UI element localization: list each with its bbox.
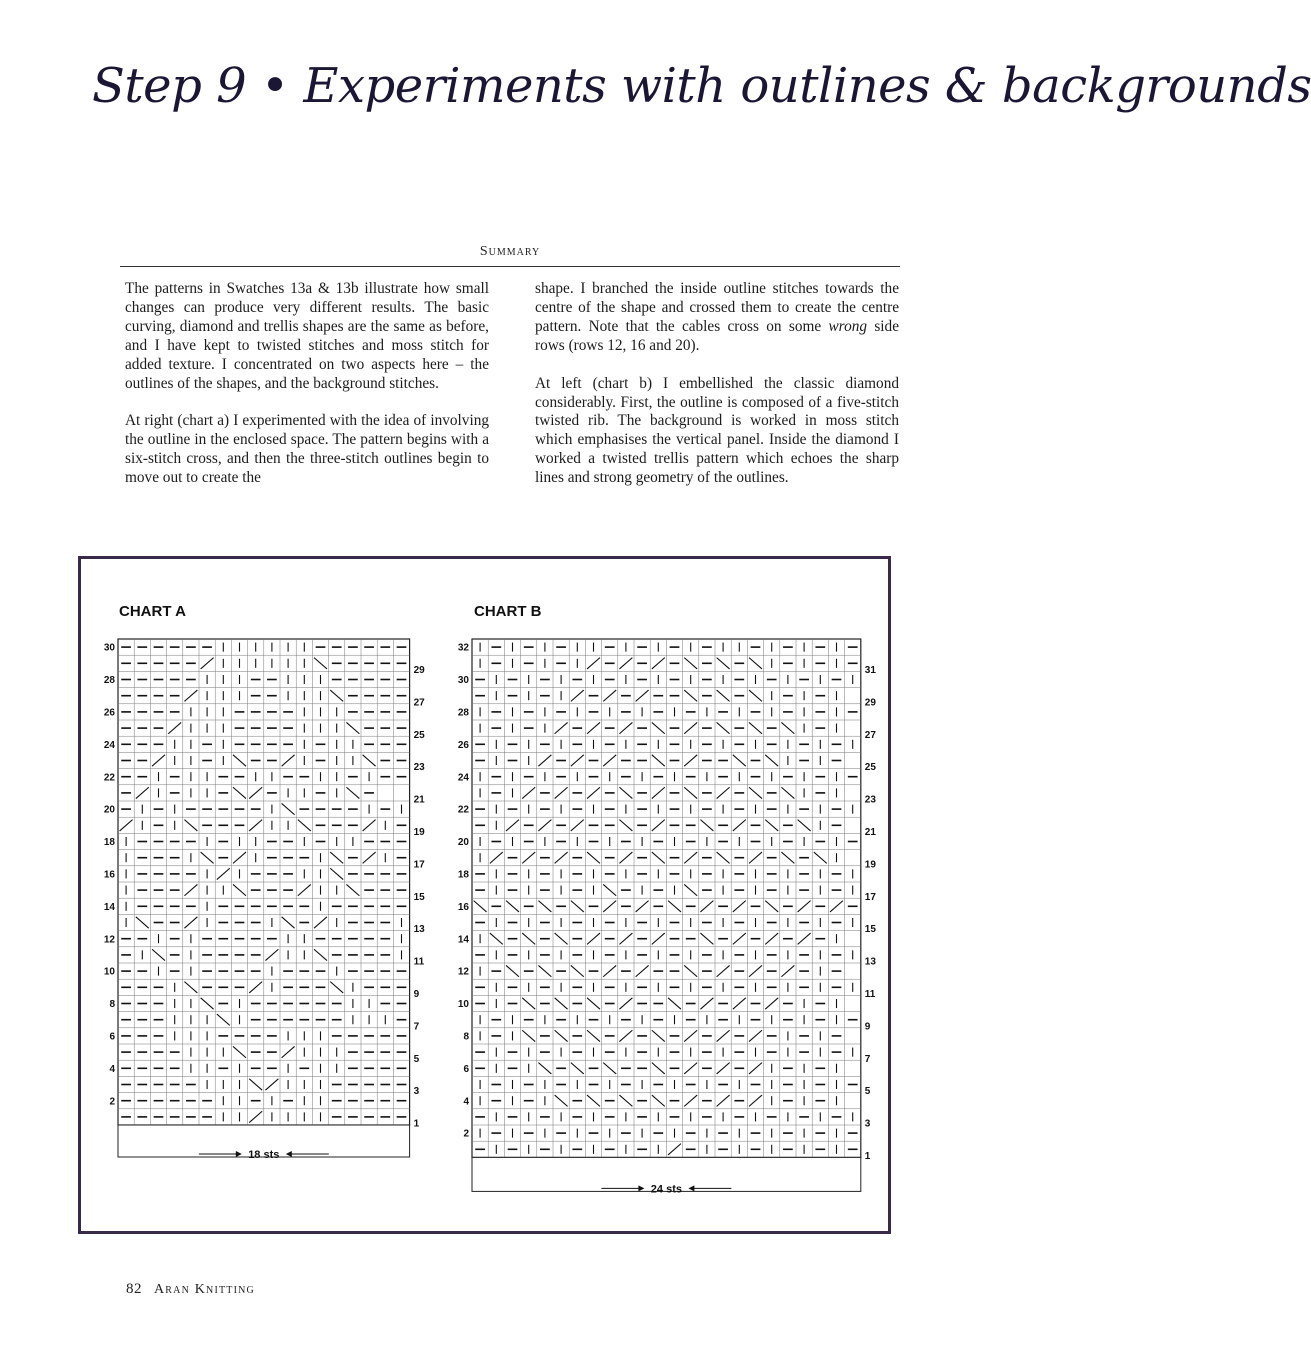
chart-b-row-number-left: 10: [457, 999, 469, 1011]
chart-b-row-number-right: 25: [864, 762, 876, 774]
chart-b-row-number-left: 28: [457, 707, 469, 719]
chart-b-row-number-left: 4: [463, 1096, 469, 1108]
chart-a-row-number-right: 21: [413, 794, 425, 806]
page-number: 82: [126, 1281, 142, 1297]
chart-a-row-number-left: 4: [109, 1063, 115, 1075]
page-footer: [126, 1281, 255, 1298]
right-paragraph-1: [535, 280, 899, 356]
chart-b-row-number-left: 22: [457, 804, 469, 816]
chart-b-row-number-right: 21: [864, 827, 876, 839]
chart-b-row-number-right: 27: [864, 729, 876, 741]
chart-a-row-number-left: 26: [103, 707, 115, 719]
chart-a-row-number-left: 18: [103, 837, 115, 849]
chart-a-row-number-left: 16: [103, 869, 115, 881]
chart-b-row-number-right: 11: [864, 989, 876, 1001]
chart-b-row-number-right: 23: [864, 794, 876, 806]
chart-b-row-number-left: 16: [457, 901, 469, 913]
chart-b-row-number-left: 20: [457, 837, 469, 849]
chart-frame: [78, 556, 891, 1234]
chart-b-width-label: 24 sts: [650, 1183, 683, 1196]
book-title: Aran Knitting: [154, 1282, 255, 1297]
chart-b-row-number-right: 7: [864, 1053, 871, 1065]
chart-a-row-number-left: 24: [103, 739, 115, 751]
left-paragraph-2: At right (chart a) I experimented with the idea of involving the outline in the enclosed space. The pattern begins with a six-stitch cross, and then the three-stitch outlines begin to move out to create the: [125, 412, 489, 487]
left-paragraph-1: The patterns in Swatches 13a & 13b illustrate how small changes can produce very different results. The basic curving, diamond and trellis shapes are the same as before, and I have kept to twisted stitches and moss stitch for added texture. I concentrated on two aspects here – the outlines of the shapes, and the background stitches.: [125, 280, 489, 392]
chart-a-row-number-right: 7: [413, 1021, 420, 1033]
chart-b-row-number-right: 17: [864, 891, 876, 903]
chart-a-row-number-left: 20: [103, 804, 115, 816]
chart-a-row-number-right: 13: [413, 924, 425, 936]
chart-b-row-number-right: 13: [864, 956, 876, 968]
summary-rule: [120, 266, 900, 267]
right-paragraph-2: At left (chart b) I embellished the classic diamond considerably. First, the outline is composed of a five-stitch twisted rib. The background is worked in moss stitch which emphasises the vertical panel. Inside the diamond I worked a twisted trellis pattern which echoes the sharp lines and strong geometry of the outlines.: [535, 374, 899, 487]
chart-b-row-number-right: 9: [864, 1021, 871, 1033]
chart-a-row-number-right: 17: [413, 859, 425, 871]
chart-b-row-number-right: 5: [864, 1086, 871, 1098]
chart-a-row-number-right: 29: [413, 665, 425, 677]
chart-a-row-number-right: 23: [413, 762, 425, 774]
chart-b-row-number-right: 29: [864, 697, 876, 709]
chart-a-row-number-right: 19: [413, 827, 425, 839]
chart-a-row-number-right: 1: [413, 1118, 420, 1130]
chart-b-row-number-left: 14: [457, 934, 469, 946]
chart-a-row-number-left: 14: [103, 901, 115, 913]
emphasis-wrong: wrong: [828, 317, 868, 335]
chart-a-row-number-left: 10: [103, 966, 115, 978]
chart-a-row-number-left: 8: [109, 999, 115, 1011]
chart-a-row-number-left: 2: [109, 1096, 115, 1108]
chart-b-row-number-right: 15: [864, 924, 876, 936]
chart-a-row-number-left: 28: [103, 675, 115, 687]
knitting-charts: [81, 559, 888, 1231]
chart-b-row-number-left: 8: [463, 1031, 469, 1043]
chart-b-row-number-left: 12: [457, 966, 469, 978]
right-paragraph-1-end: side rows (rows 12, 16 and 20).: [535, 317, 899, 354]
chart-a-row-number-left: 22: [103, 772, 115, 784]
chart-b-row-number-right: 1: [864, 1151, 871, 1163]
chart-a-row-number-right: 15: [413, 891, 425, 903]
chart-b-row-number-left: 32: [457, 642, 469, 654]
chart-a-row-number-right: 27: [413, 697, 425, 709]
chart-a-row-number-right: 25: [413, 729, 425, 741]
chart-b-row-number-right: 3: [864, 1118, 871, 1130]
chart-a-row-number-left: 6: [109, 1031, 115, 1043]
chart-a-title: CHART A: [119, 603, 186, 620]
chart-a-row-number-right: 5: [413, 1053, 420, 1065]
chart-b-row-number-left: 30: [457, 675, 469, 687]
right-text-column: [535, 280, 899, 507]
page-title: Step 9 • Experiments with outlines & backgrounds: [92, 58, 1311, 114]
chart-a-row-number-left: 12: [103, 934, 115, 946]
chart-b-title: CHART B: [474, 603, 542, 620]
chart-a-row-number-right: 3: [413, 1086, 420, 1098]
right-paragraph-1-start: shape. I branched the inside outline stitches towards the centre of the shape and crossed them to create the centre pattern. Note that the cables cross on some: [535, 280, 899, 335]
chart-b-row-number-left: 18: [457, 869, 469, 881]
chart-b-row-number-left: 24: [457, 772, 469, 784]
chart-a-row-number-right: 9: [413, 989, 420, 1001]
chart-b-row-number-left: 26: [457, 739, 469, 751]
chart-b-row-number-right: 31: [864, 665, 876, 677]
chart-a-row-number-right: 11: [413, 956, 425, 968]
chart-a-width-label: 18 sts: [248, 1149, 280, 1161]
chart-b-row-number-left: 2: [463, 1128, 469, 1140]
chart-b-row-number-right: 19: [864, 859, 876, 871]
chart-a-row-number-left: 30: [103, 642, 115, 654]
chart-b-row-number-left: 6: [463, 1063, 469, 1075]
left-text-column: [125, 280, 489, 507]
summary-heading: Summary: [479, 244, 541, 259]
